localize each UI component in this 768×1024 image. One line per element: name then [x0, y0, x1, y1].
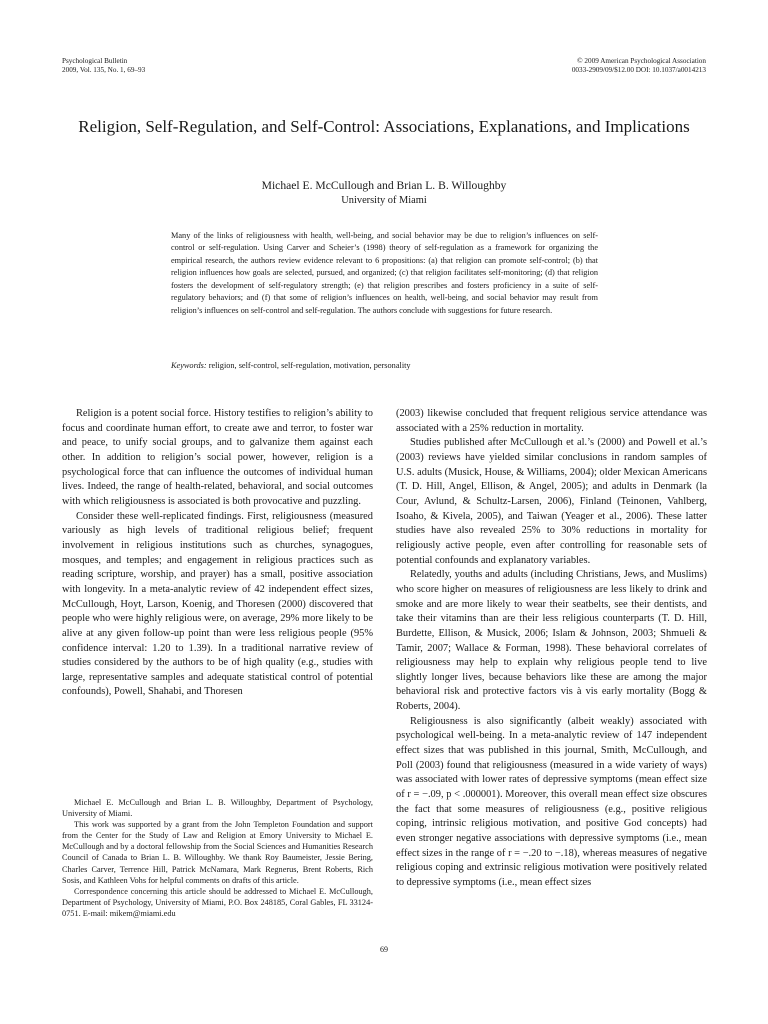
- journal-header: [62, 57, 145, 75]
- body-paragraph: Relatedly, youths and adults (including Christians, Jews, and Muslims) who score higher on measures of religiousness are less likely to drink and smoke and are more likely to wear their seatbelts, see their dentists, and take their vitamins than are their less religious counterparts (T. D. Hill, Burdette, Ellison, & Musick, 2006; Islam & Johnson, 2003; Shmueli & Tamir, 2007; Wallace & Forman, 1998). These behavioral correlates of religiousness may help to explain why religious people tend to live slightly longer lives, because behaviors like these are among the major behavioral risk and protective factors vis à vis early mortality (Bogg & Roberts, 2004).: [396, 569, 707, 713]
- copyright-notice: © 2009 American Psychological Association: [577, 57, 706, 65]
- keywords-label: Keywords:: [171, 361, 207, 370]
- body-column-left: [62, 407, 373, 700]
- article-title: Religion, Self-Regulation, and Self-Control: Associations, Explanations, and Implications: [78, 117, 690, 136]
- journal-volume: 2009, Vol. 135, No. 1, 69–93: [62, 66, 146, 74]
- author-note: [62, 797, 373, 919]
- doi-line: 0033-2909/09/$12.00 DOI: 10.1037/a0014213: [571, 66, 706, 74]
- body-paragraph: (2003) likewise concluded that frequent religious service attendance was associated with a 25% reduction in mortality.: [396, 408, 707, 434]
- keywords-line: [171, 360, 598, 372]
- body-paragraph: Studies published after McCullough et al.’s (2000) and Powell et al.’s (2003) reviews have yielded similar conclusions in random samples of U.S. adults (Musick, House, & Williams, 2004); older Mexican Americans (T. D. Hill, Angel, Ellison, & Angel, 2005); and adults in Denmark (la Cour, Avlund, & Schultz-Larsen, 2006), Finland (Teinonen, Vahlberg, Isoaho, & Kivela, 2005), and Taiwan (Yeager et al., 2006). These latter studies have also revealed 25% to 30% reductions in mortality for religiously active people, even after controlling for reasonable sets of potential confounds and explanatory variables.: [396, 437, 707, 566]
- footnote-paragraph: Correspondence concerning this article should be addressed to Michael E. McCullough, Department of Psychology, University of Miami, P.O. Box 248185, Coral Gables, FL 33124-0751. E-mail: mikem@miami.edu: [62, 886, 373, 918]
- page-number: 69: [380, 945, 388, 954]
- author-affiliation: University of Miami: [341, 195, 427, 206]
- article-authors: Michael E. McCullough and Brian L. B. Willoughby: [261, 179, 507, 192]
- body-column-right: [396, 407, 707, 891]
- keywords-text: religion, self-control, self-regulation, motivation, personality: [208, 361, 411, 370]
- footnote-paragraph: This work was supported by a grant from the John Templeton Foundation and support from the Center for the Study of Law and Religion at Emory University to Michael E. McCullough and by a doctoral fellowship from the Social Sciences and Humanities Research Council of Canada to Brian L. B. Willoughby. We thank Roy Baumeister, Jessie Bering, Charles Carver, Terrence Hill, Patrick McNamara, Mark Regnerus, Brent Roberts, Rich Sosis, and Kathleen Vohs for helpful comments on drafts of this article.: [62, 820, 373, 885]
- body-paragraph: Consider these well-replicated findings. First, religiousness (measured variously as high levels of traditional religious belief; frequent involvement in religious institutions such as churches, synagogues, mosques, and temples; and engagement in religious practices such as reading scripture, worship, and prayer) has a small, positive association with longevity. In a meta-analytic review of 42 independent effect sizes, McCullough, Hoyt, Larson, Koenig, and Thoresen (2000) discovered that people who were highly religious were, on average, 29% more likely to be alive at any given follow-up point than were less religious people (95% confidence interval: 1.20 to 1.39). In a traditional narrative review of studies considered by the authors to be of high quality (e.g., studies with large, representative samples and adequate statistical control of potential confounds), Powell, Shahabi, and Thoresen: [62, 510, 373, 698]
- abstract: Many of the links of religiousness with health, well-being, and social behavior may be due to religion’s influences on self-control or self-regulation. Using Carver and Scheier’s (1998) theory of self-regulation as a framework for organizing the empirical research, the authors review evidence relevant to 6 propositions: (a) that religion can promote self-control; (b) that religion influences how goals are selected, pursued, and organized; (c) that religion facilitates self-monitoring; (d) that religion fosters the development of self-regulatory strength; (e) that religion prescribes and fosters proficiency in a suite of self-regulatory behaviors; and (f) that some of religion’s influences on health, well-being, and social behavior may result from religion’s influences on self-control and self-regulation. The authors conclude with suggestions for future research.: [171, 231, 598, 315]
- body-paragraph: Religiousness is also significantly (albeit weakly) associated with psychological well-being. In a meta-analytic review of 147 independent effect sizes that was published in this journal, Smith, McCullough, and Poll (2003) found that religiousness (measured in a wide variety of ways) was associated with lower rates of depressive symptoms (mean effect size of r = −.09, p < .000001). Moreover, this overall mean effect size obscures the fact that some measures of religiousness (e.g., positive religious coping, intrinsic religious motivation, and positive God concepts) had even stronger negative associations with depressive symptoms (i.e., mean effect sizes in the range of r = −.20 to −.18), whereas measures of negative religious coping and extrinsic religious motivation were positively related to depressive symptoms (i.e., mean effect sizes: [396, 715, 707, 888]
- journal-name: Psychological Bulletin: [62, 57, 128, 65]
- footnote-paragraph: Michael E. McCullough and Brian L. B. Willoughby, Department of Psychology, University of Miami.: [62, 798, 373, 819]
- body-paragraph: Religion is a potent social force. History testifies to religion’s ability to focus and coordinate human effort, to create awe and terror, to foster war and peace, to unify social groups, and to galvanize them against each other. In addition to religion’s social power, however, religion is a psychological force that can influence the outcomes of individual human lives. Indeed, the range of health-related, behavioral, and social outcomes with which religiousness is associated is both provocative and puzzling.: [62, 408, 373, 507]
- copyright-header: [572, 57, 706, 75]
